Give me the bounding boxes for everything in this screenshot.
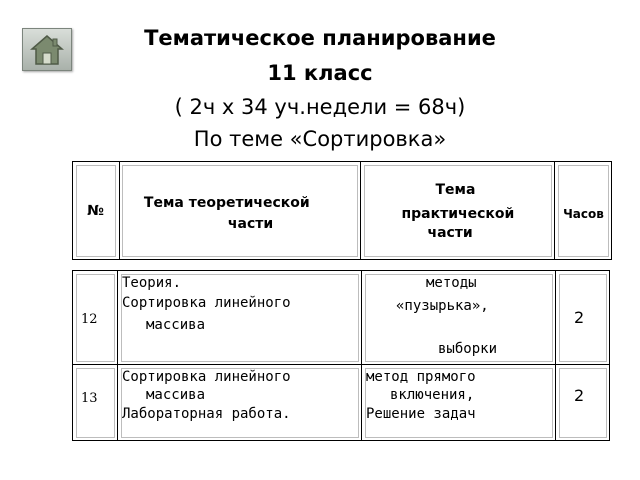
row-num-cell: [73, 365, 118, 441]
hours-cell: [556, 365, 610, 441]
header-cell-num: [73, 162, 120, 260]
practice-text: метод прямого: [366, 369, 476, 385]
header-num-label: №: [87, 203, 104, 219]
header-table: [72, 161, 612, 260]
slide-subtitle-hours: ( 2ч х 34 уч.недели = 68ч): [174, 95, 466, 119]
theory-text: массива: [146, 317, 206, 333]
hours-value: 2: [574, 308, 585, 327]
table-row: [73, 365, 610, 441]
practice-cell: [362, 271, 556, 365]
slide-subtitle-topic: По теме «Сортировка»: [193, 127, 447, 151]
row-num: 13: [81, 391, 98, 406]
practice-text: Решение задач: [366, 406, 476, 422]
practice-text: выборки: [438, 341, 498, 357]
theory-text: Лабораторная работа.: [122, 406, 291, 422]
slide-subtitle-grade: 11 класс: [267, 61, 373, 85]
hours-cell: [556, 271, 610, 365]
hours-value: 2: [574, 386, 585, 405]
header-cell-practice: [361, 162, 555, 260]
header-hours-label: Часов: [563, 207, 604, 221]
header-theory-line1: Тема теоретической: [143, 195, 310, 211]
practice-text: «пузырька»,: [396, 298, 489, 314]
theory-text: Теория.: [122, 275, 182, 291]
theory-text: Сортировка линейного: [122, 369, 291, 385]
practice-cell: [362, 365, 556, 441]
slide-title: Тематическое планирование: [144, 26, 496, 50]
row-num: 12: [81, 312, 98, 327]
row-num-cell: [73, 271, 118, 365]
header-practice-line3: части: [427, 225, 473, 241]
header-practice-line2: практической: [401, 206, 515, 222]
header-practice-line1: Тема: [435, 182, 476, 198]
theory-text: Сортировка линейного: [122, 295, 291, 311]
theory-cell: [118, 365, 362, 441]
lessons-table: [72, 270, 610, 441]
table-row: [73, 271, 610, 365]
practice-text: включения,: [390, 387, 475, 403]
theory-text: массива: [146, 387, 206, 403]
header-cell-hours: [555, 162, 612, 260]
header-cell-theory: [119, 162, 361, 260]
practice-text: методы: [426, 275, 477, 291]
theory-cell: [118, 271, 362, 365]
header-theory-line2: части: [227, 216, 274, 232]
